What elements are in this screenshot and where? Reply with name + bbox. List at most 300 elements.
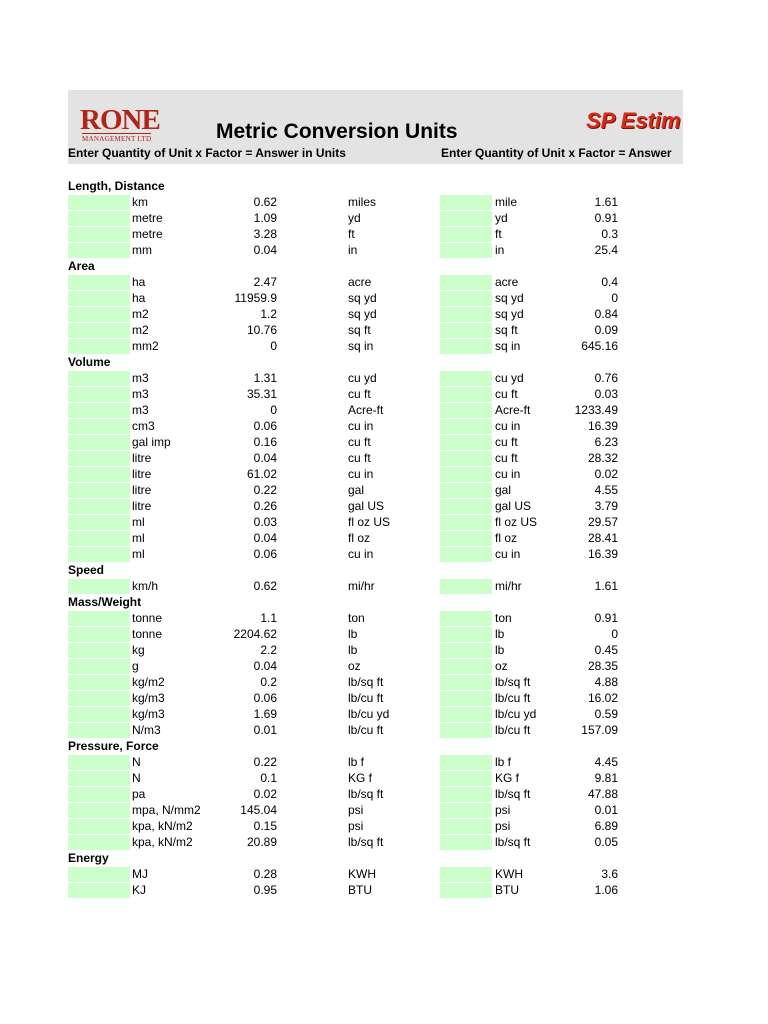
factor-value: 0.26 <box>253 499 277 513</box>
quantity-input-cell[interactable] <box>68 467 130 482</box>
quantity-input-cell[interactable] <box>68 371 130 386</box>
factor-value: 0.06 <box>253 547 277 561</box>
quantity-input-cell-reverse[interactable] <box>440 227 492 242</box>
reverse-unit-label: gal <box>495 483 512 497</box>
quantity-input-cell-reverse[interactable] <box>440 499 492 514</box>
factor-value: 1.1 <box>260 611 277 625</box>
unit-label: litre <box>132 451 152 465</box>
quantity-input-cell-reverse[interactable] <box>440 579 492 594</box>
quantity-input-cell[interactable] <box>68 499 130 514</box>
result-unit-label: cu in <box>348 547 374 561</box>
quantity-input-cell-reverse[interactable] <box>440 387 492 402</box>
reverse-unit-label: KG f <box>495 771 520 785</box>
reverse-factor-value: 6.89 <box>594 819 618 833</box>
quantity-input-cell[interactable] <box>68 883 130 898</box>
unit-label: metre <box>132 211 163 225</box>
unit-label: m3 <box>132 403 149 417</box>
unit-label: ml <box>132 515 145 529</box>
reverse-factor-value: 0.59 <box>594 707 618 721</box>
reverse-unit-label: cu ft <box>495 435 518 449</box>
factor-value: 1.69 <box>253 707 277 721</box>
unit-label: litre <box>132 483 152 497</box>
table-row <box>68 242 683 258</box>
reverse-factor-value: 28.35 <box>587 659 618 673</box>
table-row <box>68 690 683 706</box>
reverse-unit-label: oz <box>495 659 508 673</box>
unit-label: m2 <box>132 323 149 337</box>
quantity-input-cell[interactable] <box>68 707 130 722</box>
quantity-input-cell[interactable] <box>68 691 130 706</box>
quantity-input-cell[interactable] <box>68 723 130 738</box>
reverse-unit-label: lb <box>495 643 505 657</box>
unit-label: kpa, kN/m2 <box>132 819 193 833</box>
table-row <box>68 722 683 738</box>
section-header <box>68 354 683 370</box>
section-title: Area <box>68 259 95 273</box>
result-unit-label: gal <box>348 483 365 497</box>
table-row <box>68 802 683 818</box>
factor-value: 0.2 <box>260 675 277 689</box>
table-row <box>68 386 683 402</box>
quantity-input-cell-reverse[interactable] <box>440 819 492 834</box>
unit-label: mpa, N/mm2 <box>132 803 201 817</box>
unit-label: pa <box>132 787 146 801</box>
quantity-input-cell-reverse[interactable] <box>440 291 492 306</box>
quantity-input-cell-reverse[interactable] <box>440 627 492 642</box>
factor-value: 1.2 <box>260 307 277 321</box>
table-row <box>68 210 683 226</box>
quantity-input-cell[interactable] <box>68 547 130 562</box>
factor-value: 0.22 <box>253 483 277 497</box>
reverse-unit-label: mi/hr <box>495 579 522 593</box>
section-title: Mass/Weight <box>68 595 142 609</box>
quantity-input-cell[interactable] <box>68 403 130 418</box>
reverse-factor-value: 0 <box>611 291 618 305</box>
unit-label: N/m3 <box>132 723 161 737</box>
unit-label: N <box>132 771 141 785</box>
reverse-factor-value: 0.84 <box>594 307 618 321</box>
result-unit-label: gal US <box>348 499 385 513</box>
reverse-unit-label: BTU <box>495 883 519 897</box>
quantity-input-cell-reverse[interactable] <box>440 675 492 690</box>
logo-text: RONE <box>80 104 160 136</box>
reverse-factor-value: 3.79 <box>594 499 618 513</box>
factor-value: 145.04 <box>240 803 277 817</box>
quantity-input-cell[interactable] <box>68 451 130 466</box>
reverse-factor-value: 47.88 <box>587 787 618 801</box>
factor-value: 0.22 <box>253 755 277 769</box>
quantity-input-cell[interactable] <box>68 307 130 322</box>
unit-label: km/h <box>132 579 159 593</box>
reverse-factor-value: 1.61 <box>594 195 618 209</box>
quantity-input-cell-reverse[interactable] <box>440 691 492 706</box>
factor-value: 2.47 <box>253 275 277 289</box>
table-row <box>68 882 683 898</box>
quantity-input-cell-reverse[interactable] <box>440 755 492 770</box>
quantity-input-cell-reverse[interactable] <box>440 723 492 738</box>
reverse-factor-value: 0.4 <box>601 275 618 289</box>
factor-value: 20.89 <box>246 835 277 849</box>
table-row <box>68 290 683 306</box>
reverse-factor-value: 16.39 <box>587 547 618 561</box>
result-unit-label: cu ft <box>348 387 371 401</box>
table-row <box>68 450 683 466</box>
factor-value: 0.06 <box>253 691 277 705</box>
result-unit-label: lb/sq ft <box>348 675 384 689</box>
table-row <box>68 626 683 642</box>
quantity-input-cell-reverse[interactable] <box>440 515 492 530</box>
reverse-factor-value: 157.09 <box>581 723 618 737</box>
reverse-factor-value: 0.05 <box>594 835 618 849</box>
section-title: Energy <box>68 851 109 865</box>
factor-value: 0.06 <box>253 419 277 433</box>
unit-label: kg/m3 <box>132 707 165 721</box>
reverse-factor-value: 1233.49 <box>574 403 618 417</box>
result-unit-label: Acre-ft <box>348 403 384 417</box>
table-row <box>68 498 683 514</box>
factor-value: 1.09 <box>253 211 277 225</box>
section-header <box>68 738 683 754</box>
reverse-factor-value: 0.45 <box>594 643 618 657</box>
reverse-unit-label: sq ft <box>495 323 518 337</box>
result-unit-label: KWH <box>348 867 376 881</box>
factor-value: 0.01 <box>253 723 277 737</box>
quantity-input-cell[interactable] <box>68 483 130 498</box>
quantity-input-cell[interactable] <box>68 867 130 882</box>
result-unit-label: psi <box>348 819 364 833</box>
reverse-unit-label: mile <box>495 195 518 209</box>
unit-label: tonne <box>132 627 163 641</box>
reverse-factor-value: 1.61 <box>594 579 618 593</box>
reverse-unit-label: KWH <box>495 867 523 881</box>
reverse-factor-value: 0.03 <box>594 387 618 401</box>
reverse-factor-value: 9.81 <box>594 771 618 785</box>
quantity-input-cell[interactable] <box>68 339 130 354</box>
table-row <box>68 706 683 722</box>
quantity-input-cell-reverse[interactable] <box>440 659 492 674</box>
quantity-input-cell[interactable] <box>68 195 130 210</box>
quantity-input-cell[interactable] <box>68 755 130 770</box>
unit-label: kpa, kN/m2 <box>132 835 193 849</box>
reverse-unit-label: lb/cu yd <box>495 707 537 721</box>
section-header <box>68 178 683 194</box>
result-unit-label: oz <box>348 659 361 673</box>
section-title: Length, Distance <box>68 179 165 193</box>
result-unit-label: miles <box>348 195 377 209</box>
result-unit-label: lb/cu ft <box>348 691 384 705</box>
logo-subtext: MANAGEMENT LTD <box>82 135 152 143</box>
reverse-unit-label: ton <box>495 611 512 625</box>
factor-value: 0 <box>270 403 277 417</box>
reverse-unit-label: sq in <box>495 339 521 353</box>
table-row <box>68 306 683 322</box>
table-row <box>68 818 683 834</box>
result-unit-label: ton <box>348 611 365 625</box>
result-unit-label: acre <box>348 275 372 289</box>
result-unit-label: yd <box>348 211 361 225</box>
quantity-input-cell[interactable] <box>68 291 130 306</box>
quantity-input-cell-reverse[interactable] <box>440 771 492 786</box>
reverse-unit-label: lb f <box>495 755 512 769</box>
quantity-input-cell-reverse[interactable] <box>440 243 492 258</box>
unit-label: litre <box>132 499 152 513</box>
reverse-unit-label: cu ft <box>495 387 518 401</box>
reverse-unit-label: lb/cu ft <box>495 723 531 737</box>
quantity-input-cell-reverse[interactable] <box>440 867 492 882</box>
quantity-input-cell-reverse[interactable] <box>440 339 492 354</box>
header-banner <box>68 90 683 164</box>
factor-value: 0 <box>270 339 277 353</box>
factor-value: 3.28 <box>253 227 277 241</box>
quantity-input-cell-reverse[interactable] <box>440 195 492 210</box>
quantity-input-cell[interactable] <box>68 771 130 786</box>
result-unit-label: lb/cu yd <box>348 707 390 721</box>
result-unit-label: mi/hr <box>348 579 375 593</box>
quantity-input-cell-reverse[interactable] <box>440 547 492 562</box>
reverse-factor-value: 4.45 <box>594 755 618 769</box>
section-header <box>68 562 683 578</box>
quantity-input-cell[interactable] <box>68 835 130 850</box>
table-row <box>68 402 683 418</box>
quantity-input-cell[interactable] <box>68 803 130 818</box>
factor-value: 0.04 <box>253 659 277 673</box>
unit-label: gal imp <box>132 435 171 449</box>
company-logo <box>80 104 160 145</box>
quantity-input-cell-reverse[interactable] <box>440 275 492 290</box>
unit-label: km <box>132 195 148 209</box>
quantity-input-cell[interactable] <box>68 659 130 674</box>
reverse-factor-value: 0 <box>611 627 618 641</box>
table-row <box>68 418 683 434</box>
result-unit-label: lb f <box>348 755 365 769</box>
table-row <box>68 770 683 786</box>
unit-label: KJ <box>132 883 147 897</box>
section-header <box>68 258 683 274</box>
quantity-input-cell-reverse[interactable] <box>440 611 492 626</box>
unit-label: ha <box>132 291 146 305</box>
conversion-table <box>68 178 683 898</box>
quantity-input-cell-reverse[interactable] <box>440 371 492 386</box>
reverse-unit-label: gal US <box>495 499 532 513</box>
reverse-factor-value: 0.91 <box>594 211 618 225</box>
result-unit-label: fl oz US <box>348 515 391 529</box>
quantity-input-cell-reverse[interactable] <box>440 467 492 482</box>
quantity-input-cell[interactable] <box>68 323 130 338</box>
reverse-unit-label: cu in <box>495 547 521 561</box>
table-row <box>68 194 683 210</box>
factor-value: 0.04 <box>253 531 277 545</box>
factor-value: 0.03 <box>253 515 277 529</box>
spreadsheet <box>68 90 683 910</box>
reverse-unit-label: lb/sq ft <box>495 787 531 801</box>
section-header <box>68 850 683 866</box>
table-row <box>68 786 683 802</box>
quantity-input-cell-reverse[interactable] <box>440 707 492 722</box>
unit-label: kg <box>132 643 145 657</box>
section-title: Speed <box>68 563 105 577</box>
reverse-factor-value: 0.01 <box>594 803 618 817</box>
factor-value: 0.16 <box>253 435 277 449</box>
quantity-input-cell[interactable] <box>68 675 130 690</box>
quantity-input-cell[interactable] <box>68 243 130 258</box>
factor-value: 0.02 <box>253 787 277 801</box>
factor-value: 35.31 <box>246 387 277 401</box>
table-row <box>68 514 683 530</box>
reverse-unit-label: lb <box>495 627 505 641</box>
quantity-input-cell-reverse[interactable] <box>440 435 492 450</box>
result-unit-label: sq ft <box>348 323 371 337</box>
unit-label: kg/m3 <box>132 691 165 705</box>
quantity-input-cell-reverse[interactable] <box>440 323 492 338</box>
factor-value: 2204.62 <box>233 627 277 641</box>
unit-label: ml <box>132 531 145 545</box>
quantity-input-cell[interactable] <box>68 435 130 450</box>
result-unit-label: BTU <box>348 883 372 897</box>
reverse-unit-label: cu in <box>495 467 521 481</box>
page-title: Metric Conversion Units <box>216 120 458 143</box>
reverse-factor-value: 6.23 <box>594 435 618 449</box>
reverse-unit-label: psi <box>495 803 511 817</box>
result-unit-label: ft <box>348 227 355 241</box>
reverse-unit-label: cu ft <box>495 451 518 465</box>
quantity-input-cell-reverse[interactable] <box>440 483 492 498</box>
reverse-factor-value: 25.4 <box>594 243 618 257</box>
quantity-input-cell-reverse[interactable] <box>440 803 492 818</box>
unit-label: ha <box>132 275 146 289</box>
reverse-unit-label: sq yd <box>495 307 524 321</box>
unit-label: mm2 <box>132 339 159 353</box>
factor-value: 10.76 <box>246 323 277 337</box>
section-title: Volume <box>68 355 111 369</box>
quantity-input-cell-reverse[interactable] <box>440 419 492 434</box>
table-row <box>68 610 683 626</box>
unit-label: tonne <box>132 611 163 625</box>
unit-label: metre <box>132 227 163 241</box>
quantity-input-cell[interactable] <box>68 515 130 530</box>
reverse-factor-value: 28.41 <box>587 531 618 545</box>
reverse-unit-label: yd <box>495 211 508 225</box>
reverse-unit-label: psi <box>495 819 511 833</box>
reverse-unit-label: fl oz US <box>495 515 538 529</box>
reverse-factor-value: 28.32 <box>587 451 618 465</box>
section-title: Pressure, Force <box>68 739 159 753</box>
unit-label: ml <box>132 547 145 561</box>
result-unit-label: fl oz <box>348 531 371 545</box>
quantity-input-cell-reverse[interactable] <box>440 787 492 802</box>
unit-label: kg/m2 <box>132 675 165 689</box>
factor-value: 2.2 <box>260 643 277 657</box>
reverse-unit-label: lb/sq ft <box>495 835 531 849</box>
reverse-factor-value: 29.57 <box>587 515 618 529</box>
quantity-input-cell[interactable] <box>68 787 130 802</box>
result-unit-label: lb <box>348 643 358 657</box>
reverse-factor-value: 0.76 <box>594 371 618 385</box>
unit-label: cm3 <box>132 419 155 433</box>
factor-value: 0.62 <box>253 195 277 209</box>
quantity-input-cell-reverse[interactable] <box>440 883 492 898</box>
factor-value: 0.04 <box>253 243 277 257</box>
unit-label: litre <box>132 467 152 481</box>
quantity-input-cell[interactable] <box>68 227 130 242</box>
factor-value: 61.02 <box>246 467 277 481</box>
result-unit-label: sq in <box>348 339 374 353</box>
quantity-input-cell-reverse[interactable] <box>440 211 492 226</box>
result-unit-label: cu in <box>348 467 374 481</box>
table-row <box>68 866 683 882</box>
reverse-unit-label: in <box>495 243 505 257</box>
factor-value: 11959.9 <box>234 291 277 305</box>
unit-label: MJ <box>132 867 148 881</box>
reverse-factor-value: 0.02 <box>594 467 618 481</box>
table-row <box>68 466 683 482</box>
reverse-factor-value: 0.91 <box>594 611 618 625</box>
table-row <box>68 658 683 674</box>
reverse-factor-value: 16.39 <box>587 419 618 433</box>
result-unit-label: cu in <box>348 419 374 433</box>
table-row <box>68 834 683 850</box>
quantity-input-cell-reverse[interactable] <box>440 307 492 322</box>
quantity-input-cell[interactable] <box>68 531 130 546</box>
unit-label: g <box>132 659 139 673</box>
quantity-input-cell[interactable] <box>68 611 130 626</box>
result-unit-label: cu ft <box>348 435 371 449</box>
quantity-input-cell-reverse[interactable] <box>440 451 492 466</box>
table-row <box>68 322 683 338</box>
table-row <box>68 370 683 386</box>
factor-value: 0.1 <box>260 771 277 785</box>
reverse-factor-value: 4.55 <box>594 483 618 497</box>
factor-value: 0.62 <box>253 579 277 593</box>
factor-value: 0.95 <box>253 883 277 897</box>
result-unit-label: cu ft <box>348 451 371 465</box>
table-row <box>68 674 683 690</box>
result-unit-label: sq yd <box>348 291 377 305</box>
quantity-input-cell-reverse[interactable] <box>440 531 492 546</box>
quantity-input-cell[interactable] <box>68 387 130 402</box>
factor-value: 0.04 <box>253 451 277 465</box>
quantity-input-cell[interactable] <box>68 419 130 434</box>
reverse-unit-label: Acre-ft <box>495 403 531 417</box>
section-header <box>68 594 683 610</box>
quantity-input-cell[interactable] <box>68 643 130 658</box>
unit-label: m2 <box>132 307 149 321</box>
reverse-factor-value: 4.88 <box>594 675 618 689</box>
quantity-input-cell-reverse[interactable] <box>440 643 492 658</box>
result-unit-label: lb/sq ft <box>348 787 384 801</box>
reverse-unit-label: sq yd <box>495 291 524 305</box>
reverse-factor-value: 645.16 <box>581 339 618 353</box>
table-row <box>68 226 683 242</box>
reverse-unit-label: lb/sq ft <box>495 675 531 689</box>
quantity-input-cell-reverse[interactable] <box>440 403 492 418</box>
quantity-input-cell[interactable] <box>68 579 130 594</box>
quantity-input-cell[interactable] <box>68 819 130 834</box>
table-row <box>68 482 683 498</box>
factor-value: 0.15 <box>253 819 277 833</box>
factor-value: 1.31 <box>253 371 277 385</box>
quantity-input-cell[interactable] <box>68 275 130 290</box>
quantity-input-cell[interactable] <box>68 627 130 642</box>
quantity-input-cell-reverse[interactable] <box>440 835 492 850</box>
reverse-factor-value: 3.6 <box>601 867 618 881</box>
quantity-input-cell[interactable] <box>68 211 130 226</box>
reverse-factor-value: 0.09 <box>594 323 618 337</box>
result-unit-label: lb/cu ft <box>348 723 384 737</box>
result-unit-label: in <box>348 243 358 257</box>
result-unit-label: psi <box>348 803 364 817</box>
table-row <box>68 434 683 450</box>
unit-label: m3 <box>132 387 149 401</box>
